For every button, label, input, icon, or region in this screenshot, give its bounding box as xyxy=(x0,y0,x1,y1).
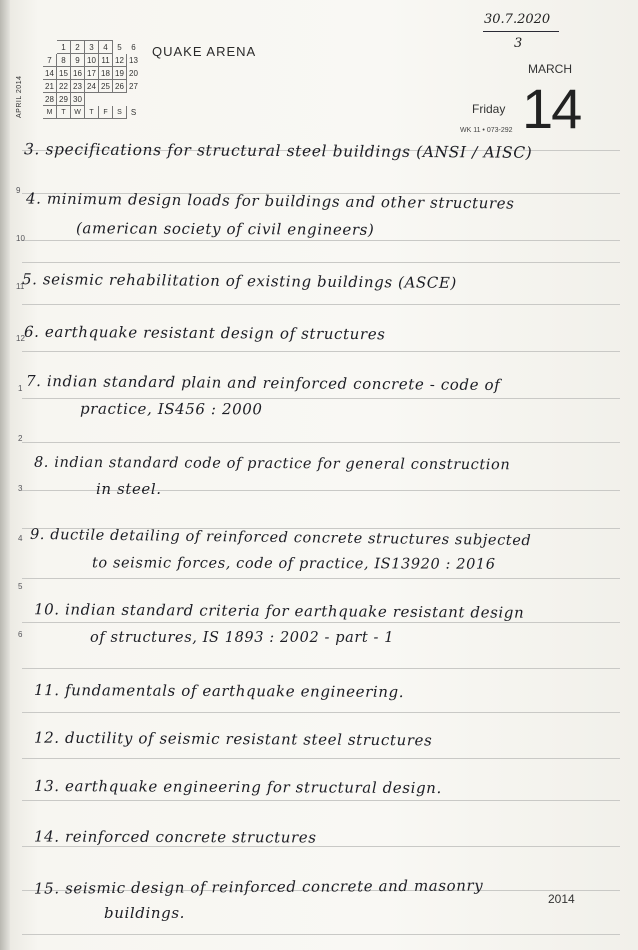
list-item: to seismic forces, code of practice, IS13920 : 2016 xyxy=(91,555,496,573)
margin-number: 4 xyxy=(18,534,23,543)
ruled-line xyxy=(22,622,620,623)
calendar-cell: 15 xyxy=(57,67,71,80)
list-item: (american society of civil engineers) xyxy=(75,219,375,239)
mini-calendar xyxy=(28,40,141,119)
weekday-label: Friday xyxy=(472,102,506,116)
calendar-weekday: W xyxy=(71,106,85,119)
calendar-cell xyxy=(43,41,57,54)
calendar-cell: 10 xyxy=(85,54,99,67)
ruled-line xyxy=(22,668,620,669)
margin-number: 12 xyxy=(16,334,25,343)
margin-number: 10 xyxy=(16,234,25,243)
calendar-cell: 27 xyxy=(129,81,138,91)
calendar-cell: 21 xyxy=(43,80,57,93)
page-binding xyxy=(0,0,10,950)
calendar-cell: 7 xyxy=(43,54,57,67)
ruled-line xyxy=(22,304,620,305)
margin-number: 3 xyxy=(18,484,23,493)
list-item: 5. seismic rehabilitation of existing buildings (ASCE) xyxy=(21,270,457,292)
list-item: 8. indian standard code of practice for general construction xyxy=(33,454,511,474)
list-item: 10. indian standard criteria for earthquake resistant design xyxy=(33,600,525,622)
calendar-cell: 29 xyxy=(57,93,71,106)
calendar-cell xyxy=(29,41,43,54)
handwritten-number: 3 xyxy=(514,36,523,51)
list-item: 12. ductility of seismic resistant steel structures xyxy=(33,728,433,750)
ruled-line xyxy=(22,846,620,847)
calendar-cell: 23 xyxy=(71,80,85,93)
ruled-line xyxy=(22,578,620,579)
calendar-cell: 24 xyxy=(85,80,99,93)
calendar-cell: 3 xyxy=(85,41,99,54)
list-item: 7. indian standard plain and reinforced concrete - code of xyxy=(25,371,501,395)
list-item: 9. ductile detailing of reinforced concrete structures subjected xyxy=(29,526,532,550)
calendar-cell: 11 xyxy=(99,54,113,67)
calendar-cell: 16 xyxy=(71,67,85,80)
ruled-line xyxy=(22,712,620,713)
list-item: of structures, IS 1893 : 2002 - part - 1 xyxy=(90,630,395,646)
ruled-line xyxy=(22,240,620,241)
list-item: in steel. xyxy=(96,480,162,498)
calendar-cell: 17 xyxy=(85,67,99,80)
margin-number: 5 xyxy=(18,582,23,591)
week-info: WK 11 • 073-292 xyxy=(460,127,513,134)
margin-number: 2 xyxy=(18,434,23,443)
ruled-line xyxy=(22,351,620,352)
calendar-weekday: T xyxy=(85,106,99,119)
calendar-cell: 12 xyxy=(113,54,127,67)
year-label: 2014 xyxy=(548,892,575,906)
calendar-cell: 26 xyxy=(113,80,127,93)
list-item: 14. reinforced concrete structures xyxy=(33,827,317,847)
calendar-cell: 30 xyxy=(71,93,85,106)
calendar-cell: 13 xyxy=(129,55,138,65)
calendar-cell: 18 xyxy=(99,67,113,80)
calendar-cell: 2 xyxy=(71,41,85,54)
calendar-weekday: T xyxy=(57,106,71,119)
ruled-line xyxy=(22,800,620,801)
calendar-month-label: APRIL 2014 xyxy=(16,75,23,118)
margin-number: 9 xyxy=(16,186,21,195)
diary-brand: QUAKE ARENA xyxy=(152,44,257,59)
list-item: 13. earthquake engineering for structural design. xyxy=(33,776,442,798)
calendar-weekday: S xyxy=(130,107,137,117)
calendar-cell: 4 xyxy=(99,41,113,54)
ruled-line xyxy=(22,262,620,263)
handwritten-date: 30.7.2020 xyxy=(484,12,551,27)
calendar-cell: 20 xyxy=(129,68,138,78)
calendar-weekday: M xyxy=(43,106,57,119)
calendar-cell: 14 xyxy=(43,67,57,80)
calendar-cell: 19 xyxy=(113,67,127,80)
list-item: buildings. xyxy=(104,904,185,922)
list-item: 15. seismic design of reinforced concrete and masonry xyxy=(33,876,484,898)
margin-number: 11 xyxy=(16,282,25,291)
calendar-weekday: F xyxy=(99,106,113,119)
calendar-cell: 5 xyxy=(117,42,122,52)
calendar-cell: 22 xyxy=(57,80,71,93)
list-item: 3. specifications for structural steel buildings (ANSI / AISC) xyxy=(23,140,533,162)
calendar-cell: 28 xyxy=(43,93,57,106)
calendar-cell: 9 xyxy=(71,54,85,67)
margin-number: 1 xyxy=(18,384,23,393)
calendar-weekday: S xyxy=(113,106,127,119)
date-underline xyxy=(483,31,559,32)
day-number: 14 xyxy=(522,77,581,140)
list-item: practice, IS456 : 2000 xyxy=(79,399,263,419)
calendar-cell: 1 xyxy=(57,41,71,54)
ruled-line xyxy=(22,758,620,759)
calendar-cell: 25 xyxy=(99,80,113,93)
list-item: 6. earthquake resistant design of structures xyxy=(23,322,386,344)
ruled-line xyxy=(22,934,620,935)
ruled-line xyxy=(22,442,620,443)
list-item: 11. fundamentals of earthquake engineering. xyxy=(33,681,405,701)
month-label: MARCH xyxy=(528,62,572,76)
margin-number: 6 xyxy=(18,630,23,639)
calendar-cell: 6 xyxy=(131,42,136,52)
calendar-cell: 8 xyxy=(57,54,71,67)
list-item: 4. minimum design loads for buildings and other structures xyxy=(25,189,515,213)
